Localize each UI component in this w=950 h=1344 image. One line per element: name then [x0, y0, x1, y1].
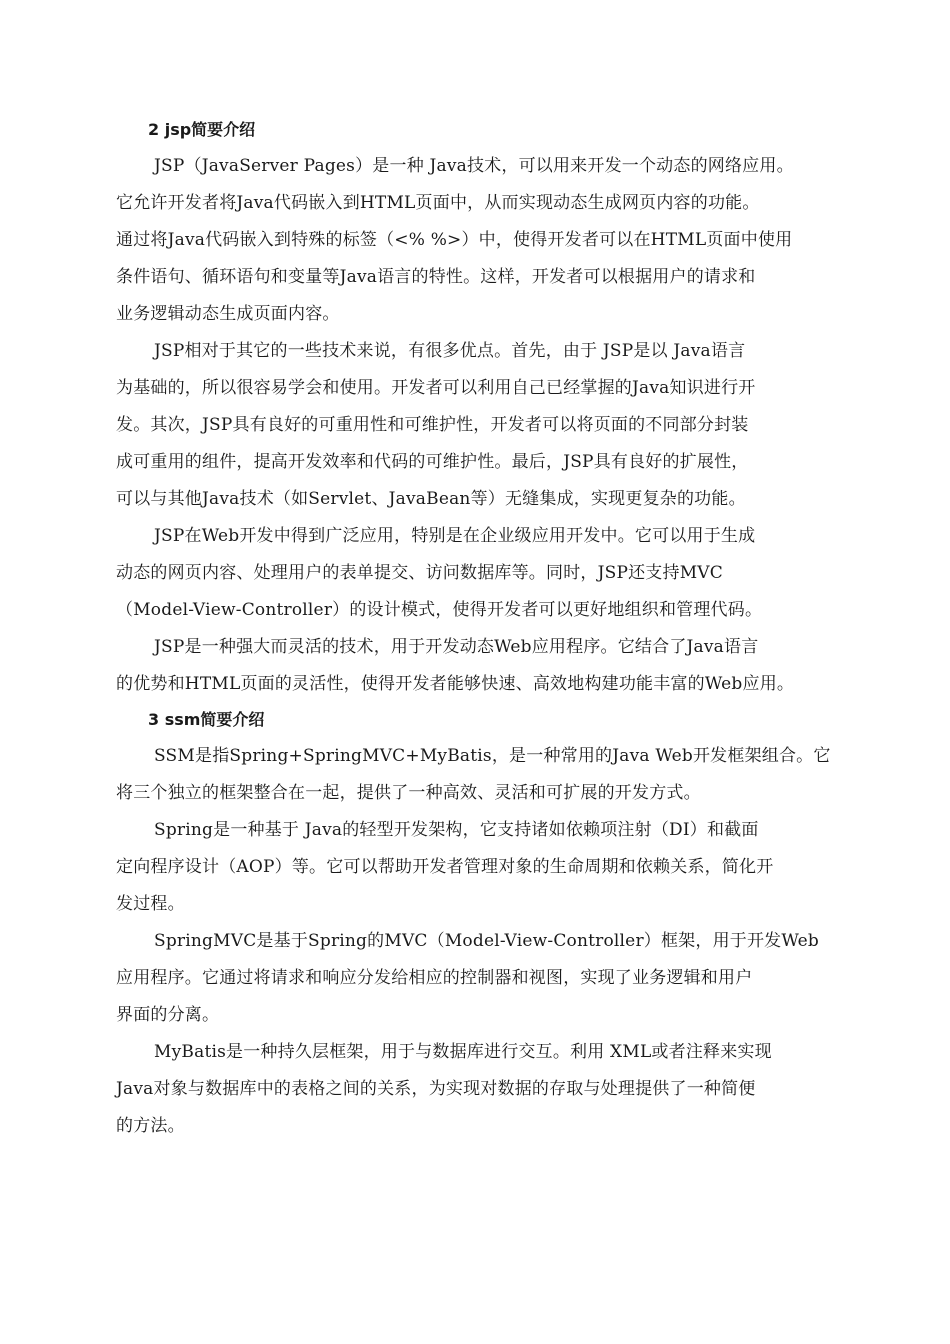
- text-line: JSP（JavaServer Pages）是一种 Java技术，可以用来开发一个动态的网络应用。: [154, 156, 794, 176]
- section-heading-jsp: 2 jsp简要介绍: [148, 120, 256, 139]
- text-line: 定向程序设计（AOP）等。它可以帮助开发者管理对象的生命周期和依赖关系，简化开: [116, 857, 774, 877]
- text-line: 成可重用的组件，提高开发效率和代码的可维护性。最后，JSP具有良好的扩展性，: [116, 452, 749, 472]
- text-line: 可以与其他Java技术（如Servlet、JavaBean等）无缝集成，实现更复杂的功能。: [116, 489, 746, 509]
- text-line: 发。其次，JSP具有良好的可重用性和可维护性，开发者可以将页面的不同部分封装: [116, 415, 749, 435]
- text-line: 业务逻辑动态生成页面内容。: [116, 304, 340, 324]
- text-line: 应用程序。它通过将请求和响应分发给相应的控制器和视图，实现了业务逻辑和用户: [116, 968, 753, 988]
- text-line: SpringMVC是基于Spring的MVC（Model-View-Controller）框架，用于开发Web: [154, 931, 820, 951]
- text-line: 条件语句、循环语句和变量等Java语言的特性。这样，开发者可以根据用户的请求和: [116, 267, 756, 287]
- text-line: 为基础的，所以很容易学会和使用。开发者可以利用自己已经掌握的Java知识进行开: [116, 378, 756, 398]
- text-line: 动态的网页内容、处理用户的表单提交、访问数据库等。同时，JSP还支持MVC: [116, 563, 723, 583]
- section-heading-ssm: 3 ssm简要介绍: [148, 710, 265, 729]
- text-line: 界面的分离。: [116, 1005, 220, 1025]
- text-line: Java对象与数据库中的表格之间的关系，为实现对数据的存取与处理提供了一种简便: [116, 1079, 756, 1099]
- text-line: JSP在Web开发中得到广泛应用，特别是在企业级应用开发中。它可以用于生成: [154, 526, 756, 546]
- text-line: SSM是指Spring+SpringMVC+MyBatis，是一种常用的Java Web开发框架组合。它: [154, 746, 831, 766]
- text-line: （Model-View-Controller）的设计模式，使得开发者可以更好地组织和管理代码。: [116, 600, 763, 620]
- text-line: Spring是一种基于 Java的轻型开发架构，它支持诸如依赖项注射（DI）和截面: [154, 820, 759, 840]
- text-line: 它允许开发者将Java代码嵌入到HTML页面中，从而实现动态生成网页内容的功能。: [116, 193, 760, 213]
- text-line: MyBatis是一种持久层框架，用于与数据库进行交互。利用 XML或者注释来实现: [154, 1042, 772, 1062]
- text-line: JSP相对于其它的一些技术来说，有很多优点。首先，由于 JSP是以 Java语言: [154, 341, 746, 361]
- text-line: JSP是一种强大而灵活的技术，用于开发动态Web应用程序。它结合了Java语言: [154, 637, 759, 657]
- text-line: 通过将Java代码嵌入到特殊的标签（<% %>）中，使得开发者可以在HTML页面中使用: [116, 230, 793, 250]
- text-line: 发过程。: [116, 894, 185, 914]
- text-line: 的方法。: [116, 1116, 185, 1136]
- text-line: 将三个独立的框架整合在一起，提供了一种高效、灵活和可扩展的开发方式。: [116, 783, 701, 803]
- text-line: 的优势和HTML页面的灵活性，使得开发者能够快速、高效地构建功能丰富的Web应用。: [116, 674, 795, 694]
